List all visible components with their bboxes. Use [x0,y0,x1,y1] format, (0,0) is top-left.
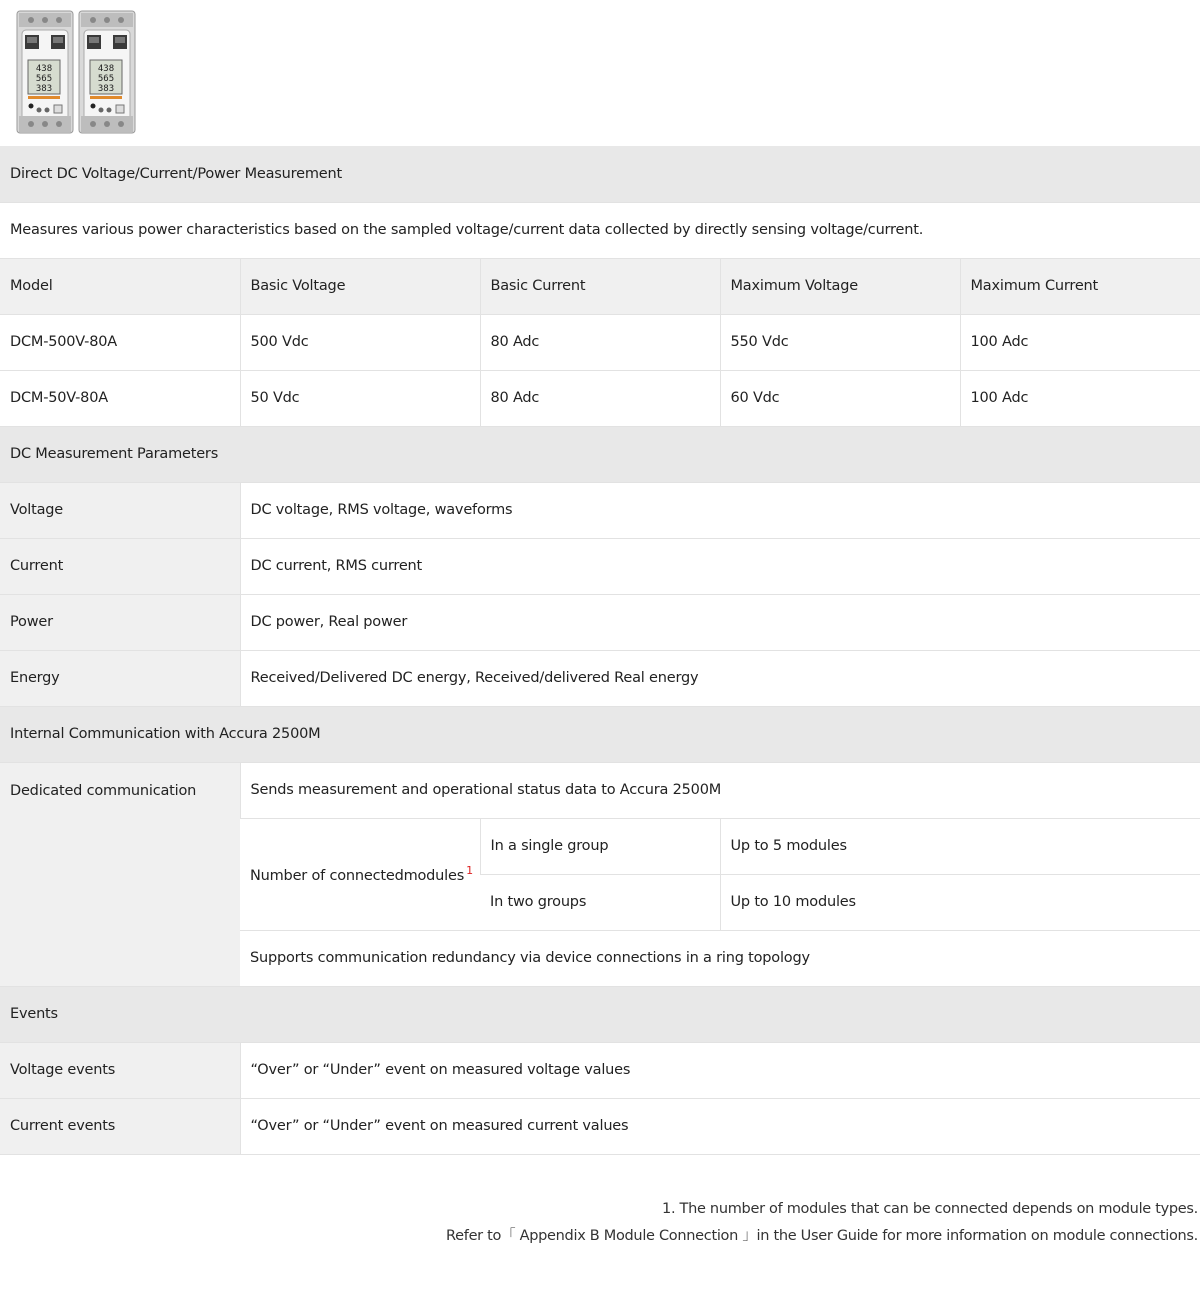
table-row [0,762,1200,818]
table-row [0,538,1200,594]
group-value: Up to 10 modules [720,874,1200,930]
redundancy-note: Supports communication redundancy via device connections in a ring topology [240,930,1200,986]
display-line: 383 [97,84,115,94]
table-cell: DCM-50V-80A [0,370,240,426]
param-value: DC voltage, RMS voltage, waveforms [240,482,1200,538]
table-cell: 100 Adc [960,314,1200,370]
section-title-direct: Direct DC Voltage/Current/Power Measurement [0,146,1200,202]
display-line: 438 [35,64,53,74]
table-cell: 80 Adc [480,314,720,370]
column-header: Basic Current [480,258,720,314]
table-row [0,314,1200,370]
event-value: “Over” or “Under” event on measured current values [240,1098,1200,1154]
column-header: Basic Voltage [240,258,480,314]
event-label: Voltage events [0,1042,240,1098]
section-row [0,426,1200,482]
table-cell: 80 Adc [480,370,720,426]
spec-table [0,146,1200,1155]
param-label: Energy [0,650,240,706]
table-cell: DCM-500V-80A [0,314,240,370]
event-label: Current events [0,1098,240,1154]
footnote-line-2: Refer to「 Appendix B Module Connection 」in the User Guide for more information on module connections. [446,1228,1198,1244]
comm-label: Dedicated communication [0,762,240,986]
display-line: 438 [97,64,115,74]
column-header: Maximum Current [960,258,1200,314]
section-row [0,986,1200,1042]
display-line: 565 [97,74,115,84]
table-row [0,482,1200,538]
product-image-2 [78,10,136,134]
table-row [0,1042,1200,1098]
section-title-comm: Internal Communication with Accura 2500M [0,706,1200,762]
section-title-events: Events [0,986,1200,1042]
group-label: In two groups [480,874,720,930]
footnotes [446,1196,1198,1250]
table-cell: 50 Vdc [240,370,480,426]
column-header: Maximum Voltage [720,258,960,314]
param-label: Power [0,594,240,650]
param-value: DC current, RMS current [240,538,1200,594]
column-header: Model [0,258,240,314]
section-description: Measures various power characteristics based on the sampled voltage/current data collected by directly sensing voltage/current. [0,202,1200,258]
display-line: 565 [35,74,53,84]
table-row [0,1098,1200,1154]
modules-label-cell [240,818,480,930]
description-row [0,202,1200,258]
comm-description: Sends measurement and operational status data to Accura 2500M [240,762,1200,818]
table-row [0,650,1200,706]
section-row [0,146,1200,202]
param-value: DC power, Real power [240,594,1200,650]
table-cell: 60 Vdc [720,370,960,426]
param-label: Current [0,538,240,594]
table-row [0,594,1200,650]
table-cell: 500 Vdc [240,314,480,370]
table-cell: 100 Adc [960,370,1200,426]
table-row [0,370,1200,426]
event-value: “Over” or “Under” event on measured voltage values [240,1042,1200,1098]
product-image-1 [16,10,74,134]
section-title-params: DC Measurement Parameters [0,426,1200,482]
group-value: Up to 5 modules [720,818,1200,874]
param-label: Voltage [0,482,240,538]
display-line: 383 [35,84,53,94]
product-images [16,10,136,136]
param-value: Received/Delivered DC energy, Received/delivered Real energy [240,650,1200,706]
section-row [0,706,1200,762]
table-cell: 550 Vdc [720,314,960,370]
footnote-line-1: 1. The number of modules that can be connected depends on module types. [662,1201,1198,1217]
footnote-marker: 1 [466,864,473,877]
group-label: In a single group [480,818,720,874]
table-header-row [0,258,1200,314]
modules-label: Number of connectedmodules [250,868,465,884]
